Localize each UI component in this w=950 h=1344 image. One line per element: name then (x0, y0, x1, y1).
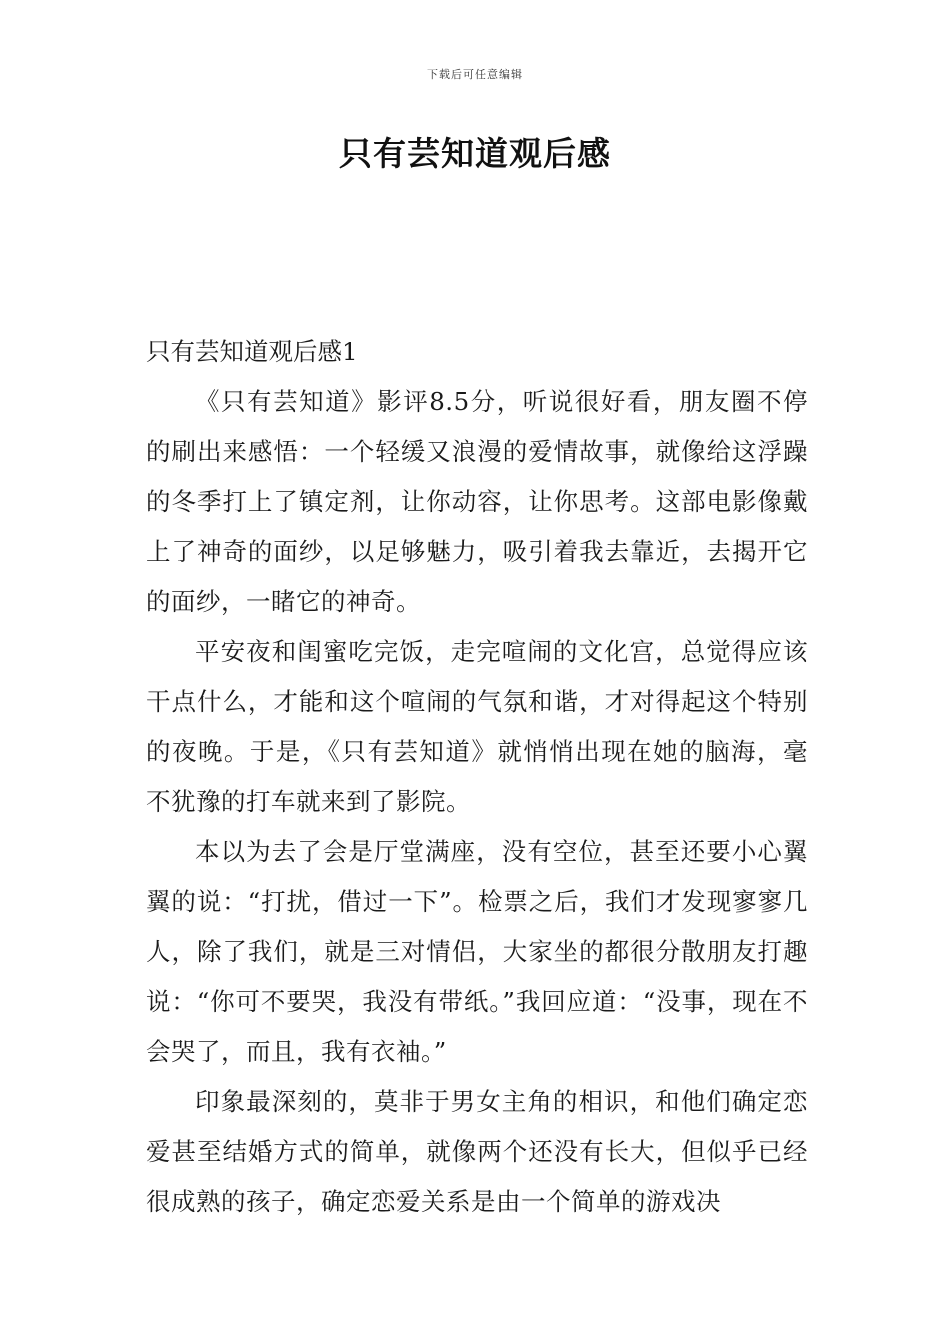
document-body (146, 327, 808, 1227)
page-header-note: 下载后可任意编辑 (427, 68, 523, 81)
paragraph-4: 印象最深刻的，莫非于男女主角的相识，和他们确定恋爱甚至结婚方式的简单，就像两个还没有长大，但似乎已经很成熟的孩子，确定恋爱关系是由一个简单的游戏决 (146, 1087, 808, 1216)
paragraph-3: 本以为去了会是厅堂满座，没有空位，甚至还要小心翼翼的说：“打扰，借过一下”。检票之后，我们才发现寥寥几人，除了我们，就是三对情侣，大家坐的都很分散朋友打趣说：“你可不要哭，我没有带纸。”我回应道：“没事，现在不会哭了，而且，我有衣袖。” (146, 837, 808, 1066)
paragraph-1: 《只有芸知道》影评8.5分，听说很好看，朋友圈不停的刷出来感悟：一个轻缓又浪漫的爱情故事，就像给这浮躁的冬季打上了镇定剂，让你动容，让你思考。这部电影像戴上了神奇的面纱，以足够魅力，吸引着我去靠近，去揭开它的面纱，一睹它的神奇。 (146, 387, 808, 616)
document-title: 只有芸知道观后感 (339, 134, 611, 173)
paragraph-2: 平安夜和闺蜜吃完饭，走完喧闹的文化宫，总觉得应该干点什么，才能和这个喧闹的气氛和谐，才对得起这个特别的夜晚。于是，《只有芸知道》就悄悄出现在她的脑海，毫不犹豫的打车就来到了影院。 (146, 637, 808, 816)
section-heading: 只有芸知道观后感1 (146, 337, 358, 366)
